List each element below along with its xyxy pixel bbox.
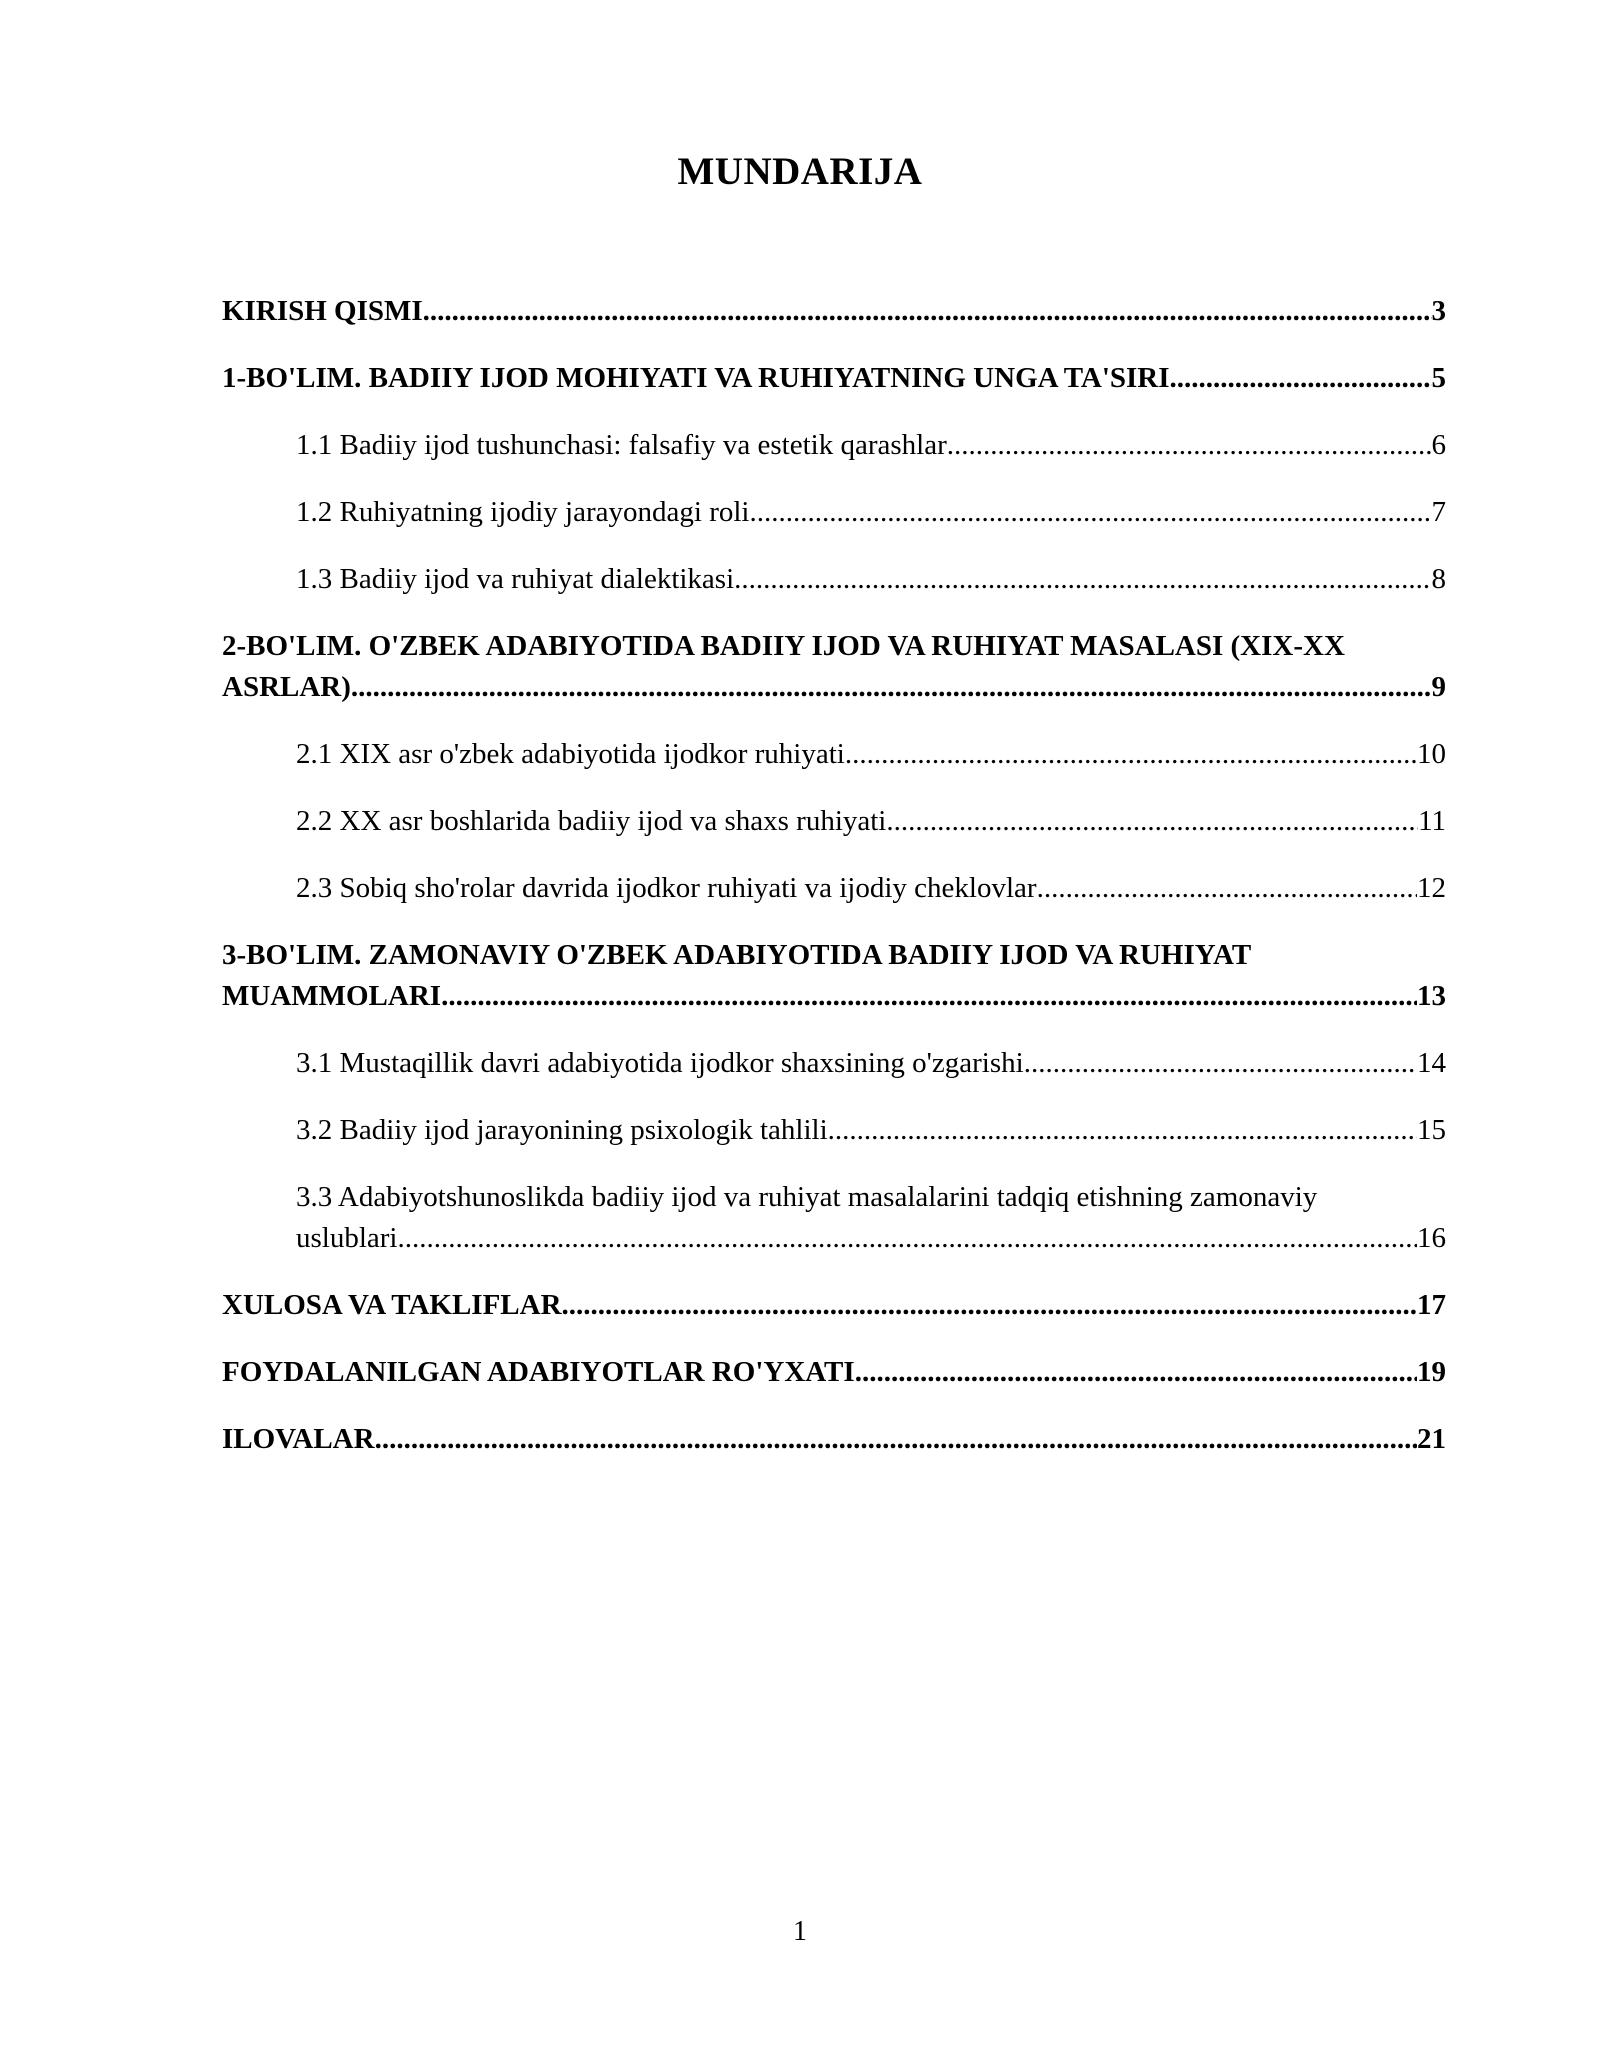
toc-page-number: 14 [1417, 1047, 1446, 1079]
dot-leader [1037, 868, 1417, 909]
toc-page-number: 3 [1431, 295, 1446, 327]
dot-leader [423, 291, 1432, 332]
page-footer-number: 1 [793, 1916, 807, 1947]
toc-entry-bolim-2 [222, 626, 1446, 708]
toc-page-number: 8 [1431, 563, 1446, 595]
toc-entry-text: 1-BO'LIM. BADIIY IJOD MOHIYATI VA RUHIYATNING UNGA TA'SIRI [222, 362, 1170, 394]
toc-entry-1-2 [296, 492, 1446, 533]
toc-page-number: 21 [1417, 1423, 1446, 1455]
toc-entry-bolim-1 [222, 358, 1446, 399]
toc-page-number: 16 [1417, 1222, 1446, 1254]
toc-entry-foydalanilgan [222, 1352, 1446, 1393]
dot-leader [855, 1352, 1417, 1393]
page-title: MUNDARIJA [677, 150, 923, 193]
toc-page-number: 6 [1431, 429, 1446, 461]
toc-entry-text: 1.2 Ruhiyatning ijodiy jarayondagi roli [296, 496, 750, 528]
toc-page-number: 7 [1431, 496, 1446, 528]
dot-leader [562, 1285, 1417, 1326]
toc-entry-text: 2.1 XIX asr o'zbek adabiyotida ijodkor ruhiyati [296, 738, 845, 770]
toc-entry-text: 1.3 Badiiy ijod va ruhiyat dialektikasi [296, 563, 735, 595]
toc-entry-text: 1.1 Badiiy ijod tushunchasi: falsafiy va estetik qarashlar [296, 429, 947, 461]
toc-entry-text: ILOVALAR [222, 1423, 375, 1455]
toc-entry-text: 2.2 XX asr boshlarida badiiy ijod va shaxs ruhiyati [296, 805, 887, 837]
dot-leader [749, 492, 1431, 533]
dot-leader [375, 1419, 1417, 1460]
toc-entry-bolim-3 [222, 935, 1446, 1017]
toc-page-number: 11 [1418, 805, 1446, 837]
toc-entry-2-2 [296, 801, 1446, 842]
dot-leader [886, 801, 1418, 842]
toc-entry-text-line-1: 3.3 Adabiyotshunoslikda badiiy ijod va ruhiyat masalalarini tadqiq etishning zamonaviy [296, 1181, 1318, 1213]
toc-page-number: 5 [1431, 362, 1446, 394]
toc-entry-1-1 [296, 425, 1446, 466]
toc-entry-text-line-1: 2-BO'LIM. O'ZBEK ADABIYOTIDA BADIIY IJOD VA RUHIYAT MASALASI (XIX-XX [222, 630, 1345, 662]
toc-entry-text: 2.3 Sobiq sho'rolar davrida ijodkor ruhiyati va ijodiy cheklovlar [296, 872, 1037, 904]
toc-entry-text-line-1: 3-BO'LIM. ZAMONAVIY O'ZBEK ADABIYOTIDA BADIIY IJOD VA RUHIYAT [222, 939, 1252, 971]
dot-leader [1170, 358, 1432, 399]
toc-entry-3-2 [296, 1110, 1446, 1151]
dot-leader [351, 667, 1432, 708]
toc-entry-text: XULOSA VA TAKLIFLAR [222, 1289, 562, 1321]
dot-leader [398, 1218, 1418, 1259]
toc-page-number: 19 [1417, 1356, 1446, 1388]
dot-leader [441, 976, 1417, 1017]
toc-page-number: 12 [1417, 872, 1446, 904]
toc-page-number: 17 [1417, 1289, 1446, 1321]
toc-entry-text: FOYDALANILGAN ADABIYOTLAR RO'YXATI [222, 1356, 855, 1388]
toc-entry-2-1 [296, 734, 1446, 775]
toc-entry-xulosa [222, 1285, 1446, 1326]
toc-entry-2-3 [296, 868, 1446, 909]
toc-page-number: 15 [1417, 1114, 1446, 1146]
toc-entry-1-3 [296, 559, 1446, 600]
toc-entry-kirish [222, 291, 1446, 332]
toc-page-number: 13 [1417, 980, 1446, 1012]
dot-leader [1024, 1043, 1417, 1084]
toc-entry-text: KIRISH QISMI [222, 295, 423, 327]
toc-page-number: 9 [1431, 671, 1446, 703]
toc-page-number: 10 [1417, 738, 1446, 770]
dot-leader [828, 1110, 1417, 1151]
toc-entry-text: 3.2 Badiiy ijod jarayonining psixologik tahlili [296, 1114, 828, 1146]
dot-leader [734, 559, 1431, 600]
toc-entry-3-1 [296, 1043, 1446, 1084]
toc-entry-text-line-2: MUAMMOLARI [222, 980, 442, 1012]
dot-leader [845, 734, 1417, 775]
toc-entry-3-3 [296, 1177, 1446, 1259]
toc-entry-ilovalar [222, 1419, 1446, 1460]
dot-leader [947, 425, 1432, 466]
toc-entry-text-line-2: ASRLAR) [222, 671, 351, 703]
toc-entry-text: 3.1 Mustaqillik davri adabiyotida ijodkor shaxsining o'zgarishi [296, 1047, 1024, 1079]
toc-entry-text-line-2: uslublari [296, 1222, 398, 1254]
